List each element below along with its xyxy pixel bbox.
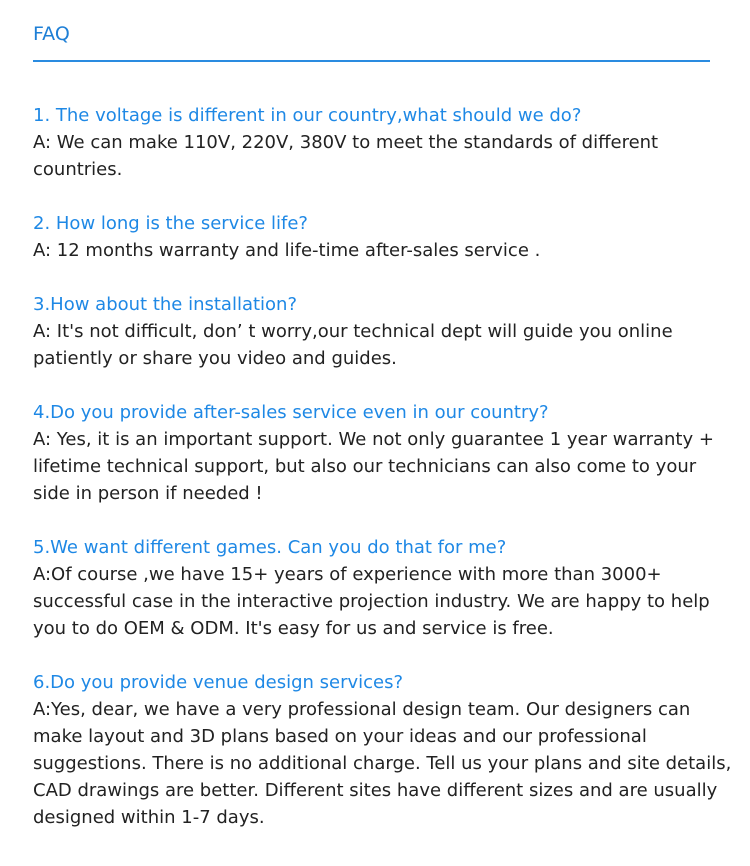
- faq-question: 3.How about the installation?: [33, 294, 298, 315]
- faq-item: [33, 291, 733, 372]
- faq-answer: A:Of course ,we have 15+ years of experience with more than 3000+ successful case in the interactive projection industry. We are happy to help you to do OEM & ODM. It's easy for us and service is free.: [33, 564, 710, 639]
- faq-question: 5.We want different games. Can you do that for me?: [33, 537, 507, 558]
- page-title: FAQ: [33, 23, 70, 45]
- faq-question: 2. How long is the service life?: [33, 213, 308, 234]
- faq-question: 1. The voltage is different in our country,what should we do?: [33, 105, 582, 126]
- faq-answer: A: We can make 110V, 220V, 380V to meet the standards of different countries.: [33, 132, 659, 180]
- faq-item: [33, 102, 733, 183]
- title-divider: [33, 60, 710, 62]
- faq-question: 4.Do you provide after-sales service even in our country?: [33, 402, 549, 423]
- faq-answer: A: 12 months warranty and life-time after-sales service .: [33, 240, 541, 261]
- faq-item: [33, 669, 733, 831]
- faq-question: 6.Do you provide venue design services?: [33, 672, 404, 693]
- faq-item: [33, 534, 733, 642]
- faq-answer: A: Yes, it is an important support. We not only guarantee 1 year warranty + lifetime technical support, but also our technicians can also come to your side in person if needed !: [33, 429, 714, 504]
- faq-item: [33, 399, 733, 507]
- faq-item: [33, 210, 733, 264]
- faq-answer: A: It's not difficult, don’ t worry,our technical dept will guide you online patiently or share you video and guides.: [33, 321, 673, 369]
- faq-answer: A:Yes, dear, we have a very professional design team. Our designers can make layout and 3D plans based on your ideas and our professional suggestions. There is no additional charge. Tell us your plans and site details, CAD drawings are better. Different sites have different sizes and are usually designed within 1-7 days.: [33, 699, 732, 828]
- faq-list: [33, 102, 733, 858]
